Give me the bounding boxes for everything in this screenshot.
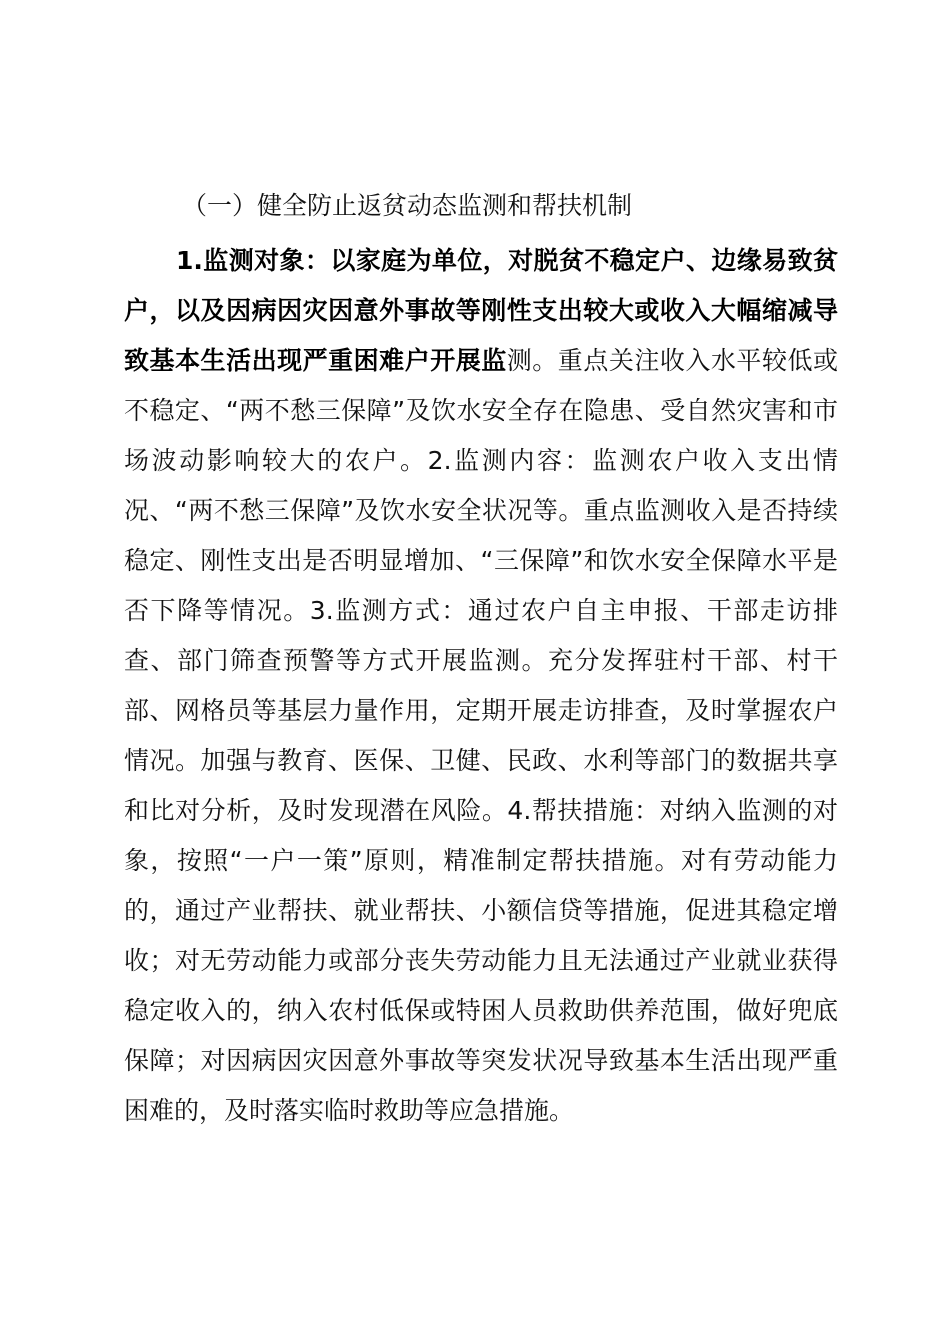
- body-paragraph: [124, 236, 838, 1136]
- document-body: [124, 182, 838, 1136]
- paragraph-bold-lead: 1.监测对象：以家庭为单位，对脱贫不稳定户、边缘易致贫户，以及因病因灾因意外事故等刚性支出较大或收入大幅缩减导致基本生活出现严重困难户开展监: [124, 246, 838, 375]
- paragraph-body-text: 测。重点关注收入水平较低或不稳定、“两不愁三保障”及饮水安全存在隐患、受自然灾害和市场波动影响较大的农户。2.监测内容：监测农户收入支出情况、“两不愁三保障”及饮水安全状况等。重点监测收入是否持续稳定、刚性支出是否明显增加、“三保障”和饮水安全保障水平是否下降等情况。3.监测方式：通过农户自主申报、干部走访排查、部门筛查预警等方式开展监测。充分发挥驻村干部、村干部、网格员等基层力量作用，定期开展走访排查，及时掌握农户情况。加强与教育、医保、卫健、民政、水利等部门的数据共享和比对分析，及时发现潜在风险。4.帮扶措施：对纳入监测的对象，按照“一户一策”原则，精准制定帮扶措施。对有劳动能力的，通过产业帮扶、就业帮扶、小额信贷等措施，促进其稳定增收；对无劳动能力或部分丧失劳动能力且无法通过产业就业获得稳定收入的，纳入农村低保或特困人员救助供养范围，做好兜底保障；对因病因灾因意外事故等突发状况导致基本生活出现严重困难的，及时落实临时救助等应急措施。: [124, 346, 838, 1125]
- section-heading: （一）健全防止返贫动态监测和帮扶机制: [182, 191, 633, 220]
